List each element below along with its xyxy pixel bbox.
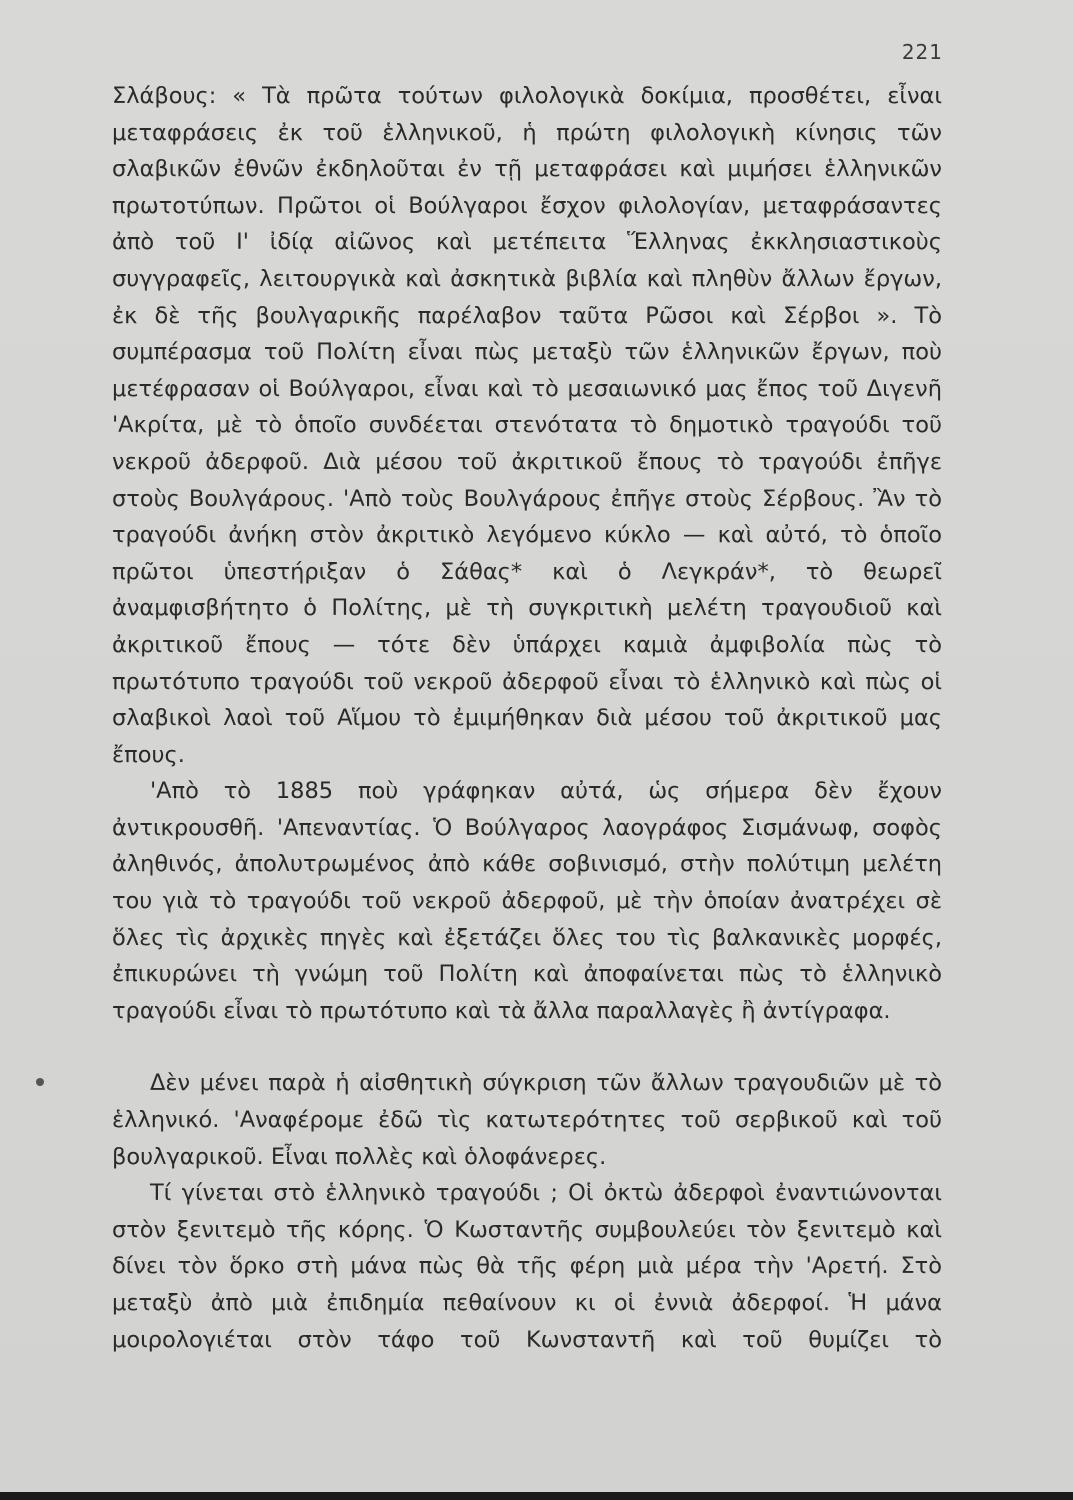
paragraph-1: Σλάβους: « Τὰ πρῶτα τούτων φιλολογικὰ δοκίμια, προσθέτει, εἶναι μεταφράσεις ἐκ τοῦ ἑλληνικοῦ, ἡ πρώτη φιλολογικὴ κίνησις τῶν σλαβικῶν ἐθνῶν ἐκδηλοῦται ἐν τῇ μεταφράσει καὶ μιμήσει ἑλληνικῶν πρωτοτύπων. Πρῶτοι οἱ Βούλγαροι ἔσχον φιλολογίαν, μεταφράσαντες ἀπὸ τοῦ Ι' ἰδίᾳ αἰῶνος καὶ μετέπειτα Ἕλληνας ἐκκλησιαστικοὺς συγγραφεῖς, λειτουργικὰ καὶ ἀσκητικὰ βιβλία καὶ πληθὺν ἄλλων ἔργων, ἐκ δὲ τῆς βουλγαρικῆς παρέλαβον ταῦτα Ρῶσοι καὶ Σέρβοι ». Τὸ συμπέρασμα τοῦ Πολίτη εἶναι πὼς μεταξὺ τῶν ἑλληνικῶν ἔργων, ποὺ μετέφρασαν οἱ Βούλγαροι, εἶναι καὶ τὸ μεσαιωνικό μας ἔπος τοῦ Διγενῆ 'Ακρίτα, μὲ τὸ ὁποῖο συνδέεται στενότατα τὸ δημοτικὸ τραγούδι τοῦ νεκροῦ ἀδερφοῦ. Διὰ μέσου τοῦ ἀκριτικοῦ ἔπους τὸ τραγούδι ἐπῆγε στοὺς Βουλγάρους. 'Απὸ τοὺς Βουλγάρους ἐπῆγε στοὺς Σέρβους. Ἂν τὸ τραγούδι ἀνήκη στὸν ἀκριτικὸ λεγόμενο κύκλο — καὶ αὐτό, τὸ ὁποῖο πρῶτοι ὑπεστήριξαν ὁ Σάθας* καὶ ὁ Λεγκράν*, τὸ θεωρεῖ ἀναμφισβήτητο ὁ Πολίτης, μὲ τὴ συγκριτικὴ μελέτη τραγουδιοῦ καὶ ἀκριτικοῦ ἔπους — τότε δὲν ὑπάρχει καμιὰ ἀμφιβολία πὼς τὸ πρωτότυπο τραγούδι τοῦ νεκροῦ ἀδερφοῦ εἶναι τὸ ἑλληνικὸ καὶ πὼς οἱ σλαβικοὶ λαοὶ τοῦ Αἵμου τὸ ἐμιμήθηκαν διὰ μέσου τοῦ ἀκριτικοῦ μας ἔπους. (112, 83, 942, 768)
paragraph-3: Δὲν μένει παρὰ ἡ αἰσθητικὴ σύγκριση τῶν ἄλλων τραγουδιῶν μὲ τὸ ἑλληνικό. 'Αναφέρομε ἐδῶ τὶς κατωτερότητες τοῦ σερβικοῦ καὶ τοῦ βουλγαρικοῦ. Εἶναι πολλὲς καὶ ὁλοφάνερες. (112, 1070, 942, 1170)
body-text (112, 78, 942, 1358)
paragraph-gap (112, 1029, 942, 1065)
paragraph-2: 'Απὸ τὸ 1885 ποὺ γράφηκαν αὐτά, ὡς σήμερα δὲν ἔχουν ἀντικρουσθῆ. 'Απεναντίας. Ὁ Βούλγαρος λαογράφος Σισμάνωφ, σοφὸς ἀληθινός, ἀπολυτρωμένος ἀπὸ κάθε σοβινισμό, στὴν πολύτιμη μελέτη του γιὰ τὸ τραγούδι τοῦ νεκροῦ ἀδερφοῦ, μὲ τὴν ὁποίαν ἀνατρέχει σὲ ὅλες τὶς ἀρχικὲς πηγὲς καὶ ἐξετάζει ὅλες του τὶς βαλκανικὲς μορφές, ἐπικυρώνει τὴ γνώμη τοῦ Πολίτη καὶ ἀποφαίνεται πὼς τὸ ἑλληνικὸ τραγούδι εἶναι τὸ πρωτότυπο καὶ τὰ ἄλλα παραλλαγὲς ἢ ἀντίγραφα. (112, 778, 942, 1024)
paragraph-4: Τί γίνεται στὸ ἑλληνικὸ τραγούδι ; Οἱ ὀκτὼ ἀδερφοὶ ἐναντιώνονται στὸν ξενιτεμὸ τῆς κόρης. Ὁ Κωσταντῆς συμβουλεύει τὸν ξενιτεμὸ καὶ δίνει τὸν ὅρκο στὴ μάνα πὼς θὰ τῆς φέρη μιὰ μέρα τὴν 'Αρετή. Στὸ μεταξὺ ἀπὸ μιὰ ἐπιδημία πεθαίνουν κι οἱ ἐννιὰ ἀδερφοί. Ἡ μάνα μοιρολογιέται στὸν τάφο τοῦ Κωνσταντῆ καὶ τοῦ θυμίζει τὸ (112, 1180, 942, 1353)
margin-mark (36, 1078, 44, 1086)
scan-bottom-edge (0, 1492, 1073, 1500)
page-number: 221 (901, 40, 943, 64)
